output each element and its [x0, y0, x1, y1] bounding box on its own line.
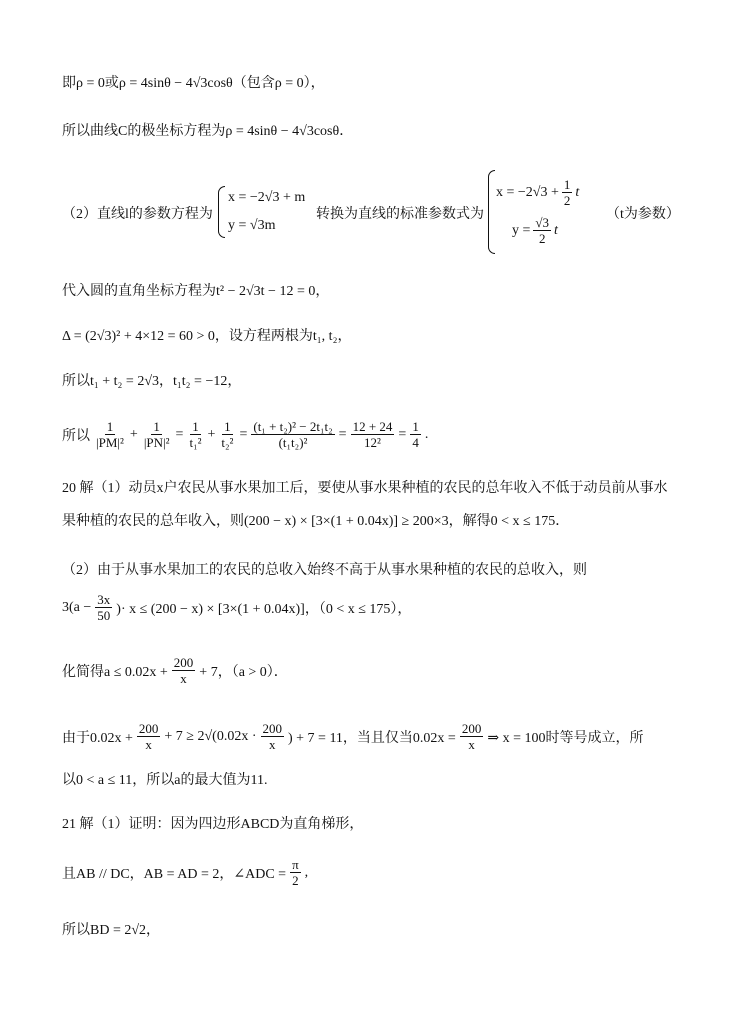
text-line-3-prefix: （2）直线l的参数方程为 [62, 207, 213, 222]
line-13-part-a: 由于0.02x + [62, 730, 133, 746]
fraction-200-over-x [172, 656, 196, 685]
line-12-part-a: 化简得a ≤ 0.02x + [62, 664, 168, 680]
fraction-3x-over-50 [95, 593, 112, 622]
fraction-one-quarter [410, 420, 421, 449]
fraction-200-over-x [137, 722, 161, 751]
fraction-numerator: (t₁ + t₂)² − 2t₁t₂ [253, 419, 333, 434]
fraction-numerator: 200 [461, 721, 482, 736]
fraction-1-over-t2sq [219, 420, 235, 449]
fraction-numerator: 1 [106, 419, 114, 434]
equals-sign: = [239, 426, 248, 442]
line-11-part-b: )· x ≤ (200 − x) × [3×(1 + 0.04x)]，（0 < x ≤ 175）， [116, 601, 412, 617]
fraction-denominator: (t₁t₂)² [278, 435, 308, 450]
fraction-denominator: t₂² [221, 435, 234, 450]
equals-sign: = [175, 426, 184, 442]
fraction-denominator: x [145, 737, 152, 752]
fraction-denominator: 2 [538, 231, 546, 246]
param-t: t [575, 184, 580, 200]
text-line-4: 代入圆的直角坐标方程为t² − 2√3t − 12 = 0， [62, 284, 330, 299]
equals-sign: = [338, 426, 347, 442]
fraction-pi-over-2 [290, 858, 301, 887]
fraction-numerator: 1 [192, 419, 199, 434]
brace-left-1 [218, 186, 225, 238]
line-13-part-c: ) + 7 = 11，当且仅当0.02x = [288, 730, 456, 746]
line-11-part-a: 3(a − [62, 599, 92, 615]
param-eq-2-a-text: x = −2√3 + [496, 184, 559, 200]
fraction-numerator: 1 [412, 419, 419, 434]
fraction-denominator: x [180, 671, 187, 686]
fraction-denominator: x [269, 737, 276, 752]
fraction-200-over-x [460, 722, 484, 751]
fraction-denominator: 4 [412, 435, 419, 450]
text-line-17: 所以BD = 2√2， [62, 923, 161, 938]
line-16-part-a: 且AB // DC，AB = AD = 2，∠ADC = [62, 866, 287, 882]
fraction-denominator: 50 [97, 608, 111, 623]
line-12-part-b: + 7，（a > 0）． [199, 664, 288, 680]
text-line-14: 以0 < a ≤ 11，所以a的最大值为11. [62, 773, 268, 788]
fraction-numerator: 3x [97, 592, 111, 607]
fraction-denominator: x [468, 737, 475, 752]
brace-left-2 [488, 170, 495, 254]
text-line-12 [62, 656, 288, 685]
equals-sign: = [398, 426, 407, 442]
plus-sign: + [129, 426, 138, 442]
plus-sign: + [207, 426, 216, 442]
line-7-prefix: 所以 [62, 428, 90, 444]
fraction-numerator: 200 [173, 655, 194, 670]
text-line-6: 所以t₁ + t₂ = 2√3，t₁t₂ = −12， [62, 374, 242, 389]
text-line-10: （2）由于从事水果加工的农民的总收入始终不高于从事水果种植的农民的总收入，则 [62, 563, 587, 578]
fraction-numerator: 200 [262, 721, 282, 736]
line-13-part-d: ⇒ x = 100时等号成立，所 [487, 730, 644, 746]
param-eq-1-line-a: x = −2√3 + m [228, 190, 306, 205]
text-line-8: 20 解（1）动员x户农民从事水果加工后，要使从事水果种植的农民的总年收入不低于动员前从事水 [62, 481, 668, 496]
text-line-3-middle: 转换为直线的标准参数式为 [316, 207, 484, 222]
fraction-numerator: 1 [153, 419, 160, 434]
text-line-5: Δ = (2√3)² + 4×12 = 60 > 0，设方程两根为t₁, t₂， [62, 329, 352, 344]
fraction-1-over-pm2 [94, 420, 126, 449]
fraction-36-over-144 [351, 420, 395, 449]
fraction-denominator: |PM|² [96, 435, 124, 450]
line-16-part-b: , [304, 864, 309, 880]
text-line-3-suffix: （t为参数） [606, 207, 680, 222]
fraction-denominator: 2 [292, 873, 299, 888]
text-line-15: 21 解（1）证明：因为四边形ABCD为直角梯形， [62, 817, 364, 832]
fraction-denominator: |PN|² [143, 435, 170, 450]
period: . [424, 426, 429, 442]
fraction-numerator: 1 [563, 177, 571, 192]
text-line-9: 果种植的农民的总年收入，则(200 − x) × [3×(1 + 0.04x)] ≥ 200×3，解得0 < x ≤ 175． [62, 514, 570, 529]
text-line-11 [62, 593, 411, 622]
fraction-sqrt3-over-2 [533, 216, 551, 245]
fraction-200-over-x [261, 722, 285, 751]
param-eq-2-b-text: y = [512, 222, 531, 238]
text-line-13 [62, 722, 643, 751]
fraction-numerator: 1 [224, 419, 231, 434]
text-line-2: 所以曲线C的极坐标方程为ρ = 4sinθ − 4√3cosθ． [62, 124, 354, 139]
fraction-1-over-t1sq [187, 420, 203, 449]
fraction-sum-expression [251, 420, 334, 449]
fraction-one-half [562, 178, 573, 207]
text-line-7 [62, 420, 428, 449]
fraction-numerator: 200 [138, 721, 159, 736]
fraction-denominator: t₁² [189, 435, 202, 450]
text-line-16 [62, 858, 308, 887]
fraction-denominator: 12² [364, 435, 381, 450]
param-t: t [554, 222, 558, 238]
text-line-1: 即ρ = 0或ρ = 4sinθ − 4√3cosθ（包含ρ = 0）， [62, 76, 325, 91]
param-eq-2-line-a [496, 178, 579, 207]
fraction-numerator: π [292, 857, 299, 872]
fraction-numerator: √3 [535, 215, 550, 230]
fraction-denominator: 2 [563, 193, 571, 208]
line-13-part-b: + 7 ≥ 2√(0.02x · [164, 728, 257, 744]
fraction-numerator: 12 + 24 [352, 419, 393, 434]
param-eq-2-line-b [512, 216, 558, 245]
param-eq-1-line-b: y = √3m [228, 218, 276, 233]
fraction-1-over-pn2 [142, 420, 172, 449]
